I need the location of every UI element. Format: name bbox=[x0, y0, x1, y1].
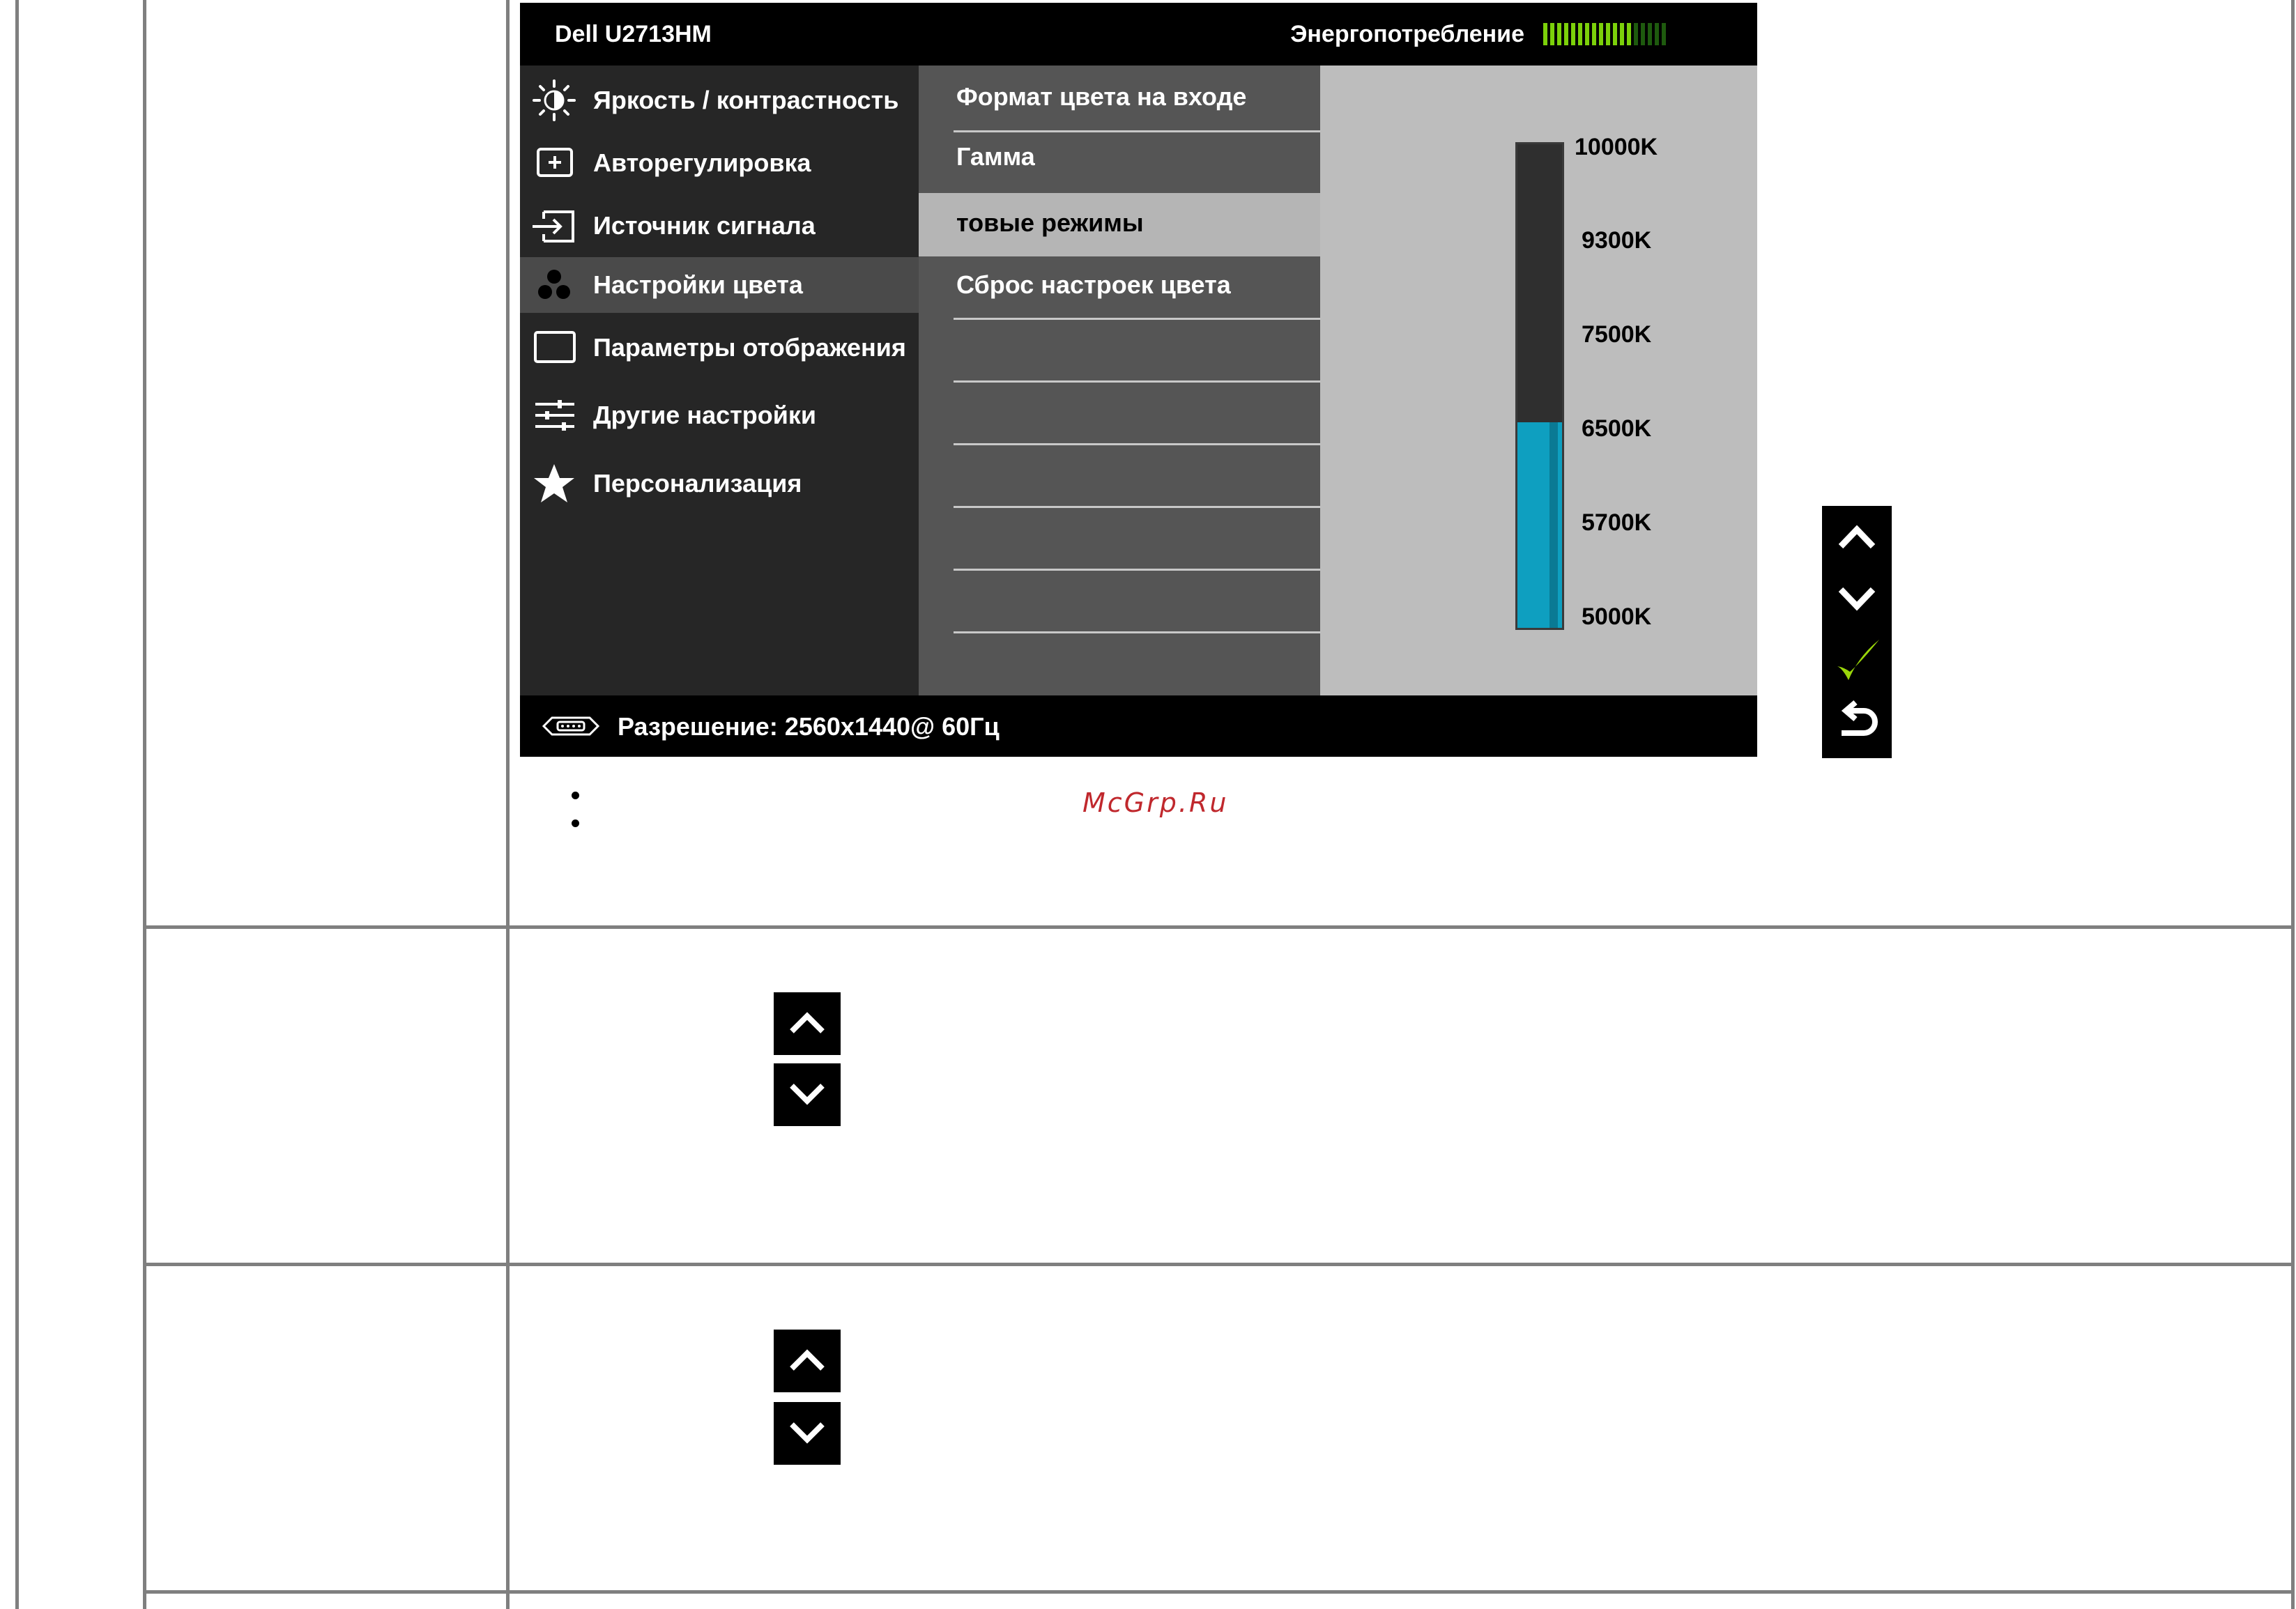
energy-segment bbox=[1634, 23, 1638, 45]
osd-nav-buttons bbox=[1822, 506, 1892, 758]
menu-item-label: Авторегулировка bbox=[593, 148, 811, 177]
submenu-item-preset-modes[interactable] bbox=[919, 193, 1320, 256]
color-settings-icon bbox=[530, 264, 579, 306]
energy-segment bbox=[1571, 23, 1575, 45]
submenu-item-gamma[interactable] bbox=[919, 132, 1320, 193]
energy-label: Энергопотребление bbox=[1290, 21, 1524, 47]
display-settings-icon bbox=[530, 327, 579, 369]
osd-footer bbox=[520, 695, 1757, 757]
watermark-text: McGrp.Ru bbox=[1082, 787, 1229, 818]
submenu-separator bbox=[954, 569, 1320, 571]
energy-segment bbox=[1662, 23, 1666, 45]
energy-segment bbox=[1620, 23, 1624, 45]
up-arrow-icon bbox=[774, 1330, 841, 1392]
menu-item-label: Источник сигнала bbox=[593, 211, 816, 240]
menu-item-other-settings[interactable] bbox=[520, 387, 919, 443]
auto-adjust-icon bbox=[530, 142, 579, 184]
menu-item-color-settings[interactable] bbox=[520, 257, 919, 313]
checkmark-icon bbox=[1822, 631, 1892, 694]
input-source-icon bbox=[530, 205, 579, 247]
up-arrow-icon bbox=[774, 992, 841, 1055]
submenu-separator bbox=[954, 631, 1320, 633]
submenu-item-input-color-format[interactable] bbox=[919, 66, 1320, 126]
energy-segment bbox=[1655, 23, 1659, 45]
menu-item-personalize[interactable] bbox=[520, 456, 919, 511]
energy-segment bbox=[1641, 23, 1645, 45]
energy-segment bbox=[1599, 23, 1603, 45]
color-temp-slider[interactable] bbox=[1515, 142, 1564, 630]
submenu-separator bbox=[954, 318, 1320, 320]
color-temp-panel bbox=[1320, 66, 1757, 695]
table-row-divider-2 bbox=[143, 1263, 2295, 1266]
submenu-separator bbox=[954, 443, 1320, 445]
temp-label-9300k: 9300K bbox=[1582, 227, 1652, 254]
energy-segment bbox=[1543, 23, 1547, 45]
energy-meter bbox=[1543, 23, 1666, 45]
bullet bbox=[572, 792, 579, 799]
main-menu bbox=[520, 66, 919, 695]
color-settings-submenu bbox=[919, 66, 1320, 695]
table-border-left bbox=[15, 0, 19, 1609]
down-arrow-icon bbox=[1822, 569, 1892, 631]
energy-segment bbox=[1648, 23, 1652, 45]
submenu-item-label: Гамма bbox=[956, 142, 1035, 171]
down-button[interactable] bbox=[774, 1402, 841, 1465]
temp-label-5700k: 5700K bbox=[1582, 509, 1652, 536]
down-button[interactable] bbox=[774, 1063, 841, 1126]
energy-segment bbox=[1627, 23, 1631, 45]
energy-segment bbox=[1564, 23, 1568, 45]
select-button[interactable] bbox=[1822, 631, 1892, 694]
menu-item-label: Персонализация bbox=[593, 469, 802, 498]
other-settings-icon bbox=[530, 394, 579, 436]
energy-segment bbox=[1550, 23, 1554, 45]
temp-label-10000k: 10000K bbox=[1575, 134, 1658, 160]
energy-segment bbox=[1578, 23, 1582, 45]
menu-item-brightness-contrast[interactable] bbox=[520, 72, 919, 128]
osd-menu bbox=[520, 3, 1757, 757]
menu-item-auto-adjust[interactable] bbox=[520, 135, 919, 191]
up-arrow-icon bbox=[1822, 506, 1892, 569]
menu-item-label: Яркость / контрастность bbox=[593, 86, 899, 114]
submenu-separator bbox=[954, 506, 1320, 508]
submenu-item-label: Формат цвета на входе bbox=[956, 82, 1247, 111]
energy-segment bbox=[1557, 23, 1561, 45]
up-button[interactable] bbox=[774, 992, 841, 1055]
temp-label-6500k: 6500K bbox=[1582, 415, 1652, 442]
table-column-divider-2 bbox=[506, 0, 510, 1609]
bullet bbox=[572, 819, 579, 827]
table-border-right bbox=[2291, 0, 2295, 1609]
submenu-item-label: Сброс настроек цвета bbox=[956, 270, 1231, 299]
monitor-connector-icon bbox=[539, 714, 602, 739]
submenu-item-label: товые режимы bbox=[956, 208, 1144, 237]
table-row-divider-1 bbox=[143, 925, 2295, 929]
star-icon bbox=[530, 463, 579, 505]
menu-item-label: Настройки цвета bbox=[593, 270, 803, 299]
temp-label-5000k: 5000K bbox=[1582, 603, 1652, 630]
color-temp-fill-shade bbox=[1549, 422, 1558, 628]
color-temp-fill bbox=[1517, 422, 1562, 628]
energy-segment bbox=[1613, 23, 1617, 45]
submenu-item-reset-color[interactable] bbox=[919, 256, 1320, 317]
temp-label-7500k: 7500K bbox=[1582, 321, 1652, 348]
menu-item-label: Параметры отображения bbox=[593, 333, 906, 362]
up-button[interactable] bbox=[774, 1330, 841, 1392]
back-button[interactable] bbox=[1822, 694, 1892, 757]
energy-segment bbox=[1592, 23, 1596, 45]
down-arrow-icon bbox=[774, 1063, 841, 1126]
down-arrow-icon bbox=[774, 1402, 841, 1465]
menu-item-label: Другие настройки bbox=[593, 401, 817, 429]
monitor-model: Dell U2713HM bbox=[555, 21, 712, 47]
menu-item-input-source[interactable] bbox=[520, 198, 919, 254]
brightness-icon bbox=[530, 79, 579, 121]
submenu-separator bbox=[954, 380, 1320, 383]
menu-item-display-settings[interactable] bbox=[520, 320, 919, 376]
back-icon bbox=[1822, 694, 1892, 757]
resolution-text: Разрешение: 2560x1440@ 60Гц bbox=[618, 712, 1000, 741]
table-column-divider-1 bbox=[143, 0, 146, 1609]
energy-segment bbox=[1585, 23, 1589, 45]
osd-header bbox=[520, 3, 1757, 66]
down-button[interactable] bbox=[1822, 569, 1892, 631]
up-button[interactable] bbox=[1822, 506, 1892, 569]
table-row-divider-3 bbox=[143, 1590, 2295, 1594]
energy-segment bbox=[1606, 23, 1610, 45]
